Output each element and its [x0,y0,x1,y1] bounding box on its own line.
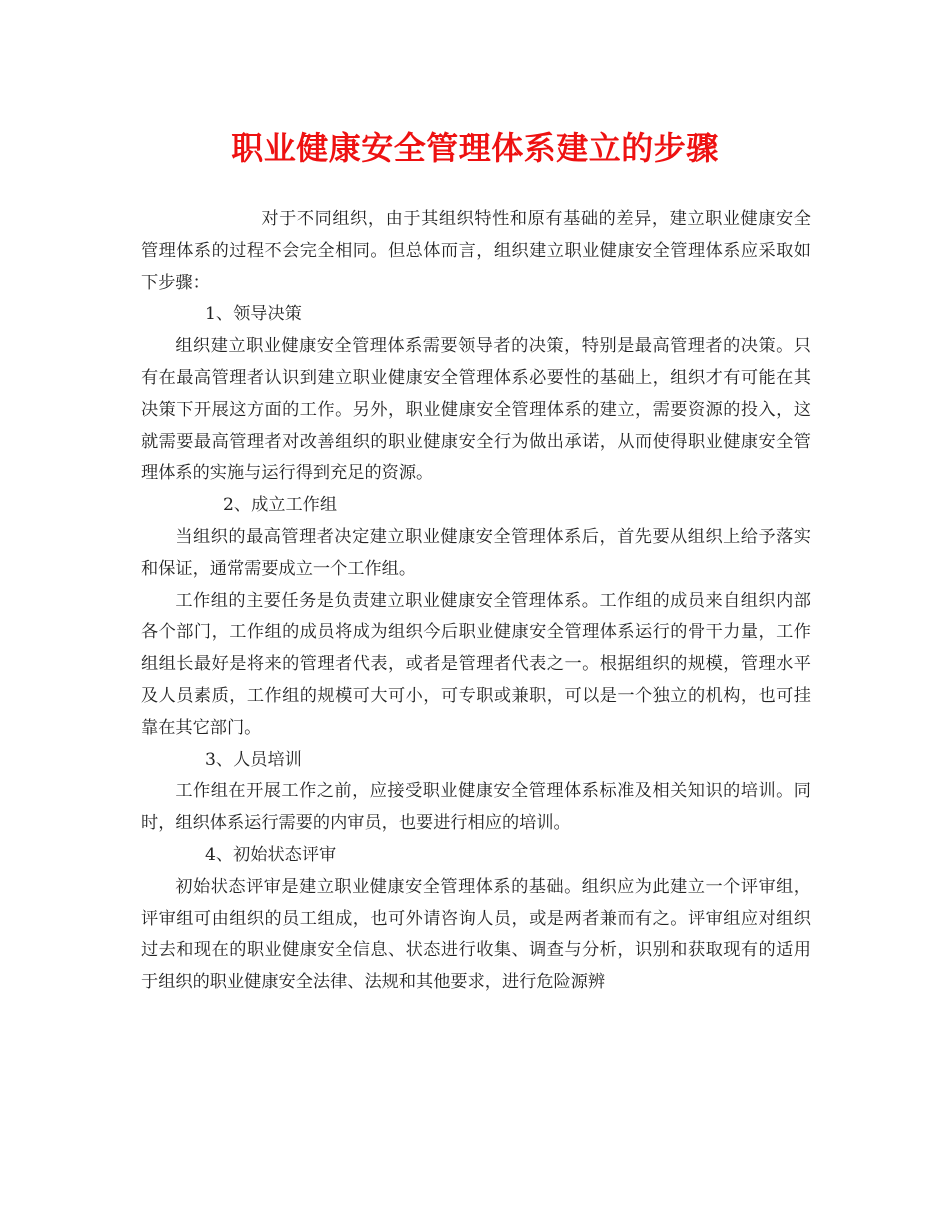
document-title: 职业健康安全管理体系建立的步骤 [231,129,719,167]
section-heading-1: 1、领导决策 [205,304,302,325]
section-1-paragraph-1: 组织建立职业健康安全管理体系需要领导者的决策，特别是最高管理者的决策。只有在最高管理者认识到建立职业健康安全管理体系必要性的基础上，组织才有可能在其决策下开展这方面的工作。另外，职业健康安全管理体系的建立，需要资源的投入，这就需要最高管理者对改善组织的职业健康安全行为做出承诺，从而使得职业健康安全管理体系的实施与运行得到充足的资源。 [141,336,811,484]
intro-paragraph: 对于不同组织，由于其组织特性和原有基础的差异，建立职业健康安全管理体系的过程不会完全相同。但总体而言，组织建立职业健康安全管理体系应采取如下步骤： [141,209,811,293]
section-2-paragraph-1: 当组织的最高管理者决定建立职业健康安全管理体系后，首先要从组织上给予落实和保证，通常需要成立一个工作组。 [141,526,811,579]
section-heading-2: 2、成立工作组 [223,495,338,516]
document-body [141,204,811,999]
section-heading-3: 3、人员培训 [205,749,302,770]
section-heading-4: 4、初始状态评审 [205,844,337,865]
section-2-paragraph-2: 工作组的主要任务是负责建立职业健康安全管理体系。工作组的成员来自组织内部各个部门，工作组的成员将成为组织今后职业健康安全管理体系运行的骨干力量，工作组组长最好是将来的管理者代表，或者是管理者代表之一。根据组织的规模，管理水平及人员素质，工作组的规模可大可小，可专职或兼职，可以是一个独立的机构，也可挂靠在其它部门。 [141,590,811,738]
section-3-paragraph-1: 工作组在开展工作之前，应接受职业健康安全管理体系标准及相关知识的培训。同时，组织体系运行需要的内审员，也要进行相应的培训。 [141,781,811,834]
section-4-paragraph-1: 初始状态评审是建立职业健康安全管理体系的基础。组织应为此建立一个评审组，评审组可由组织的员工组成，也可外请咨询人员，或是两者兼而有之。评审组应对组织过去和现在的职业健康安全信息、状态进行收集、调查与分析，识别和获取现有的适用于组织的职业健康安全法律、法规和其他要求，进行危险源辨 [141,876,811,993]
